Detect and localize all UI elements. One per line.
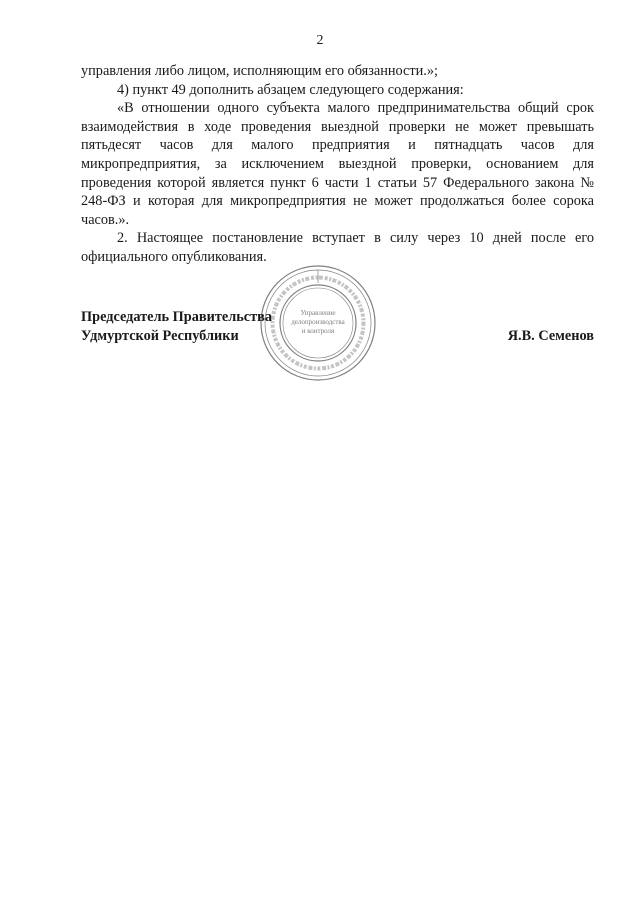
position-line-1: Председатель Правительства <box>81 309 273 325</box>
position-line-2: Удмуртской Республики <box>81 327 239 344</box>
paragraph-1: управления либо лицом, исполняющим его обязанности.»; <box>81 63 438 79</box>
paragraph-2: 4) пункт 49 дополнить абзацем следующего содержания: <box>117 81 464 98</box>
document-body <box>81 62 594 267</box>
paragraph-3: «В отношении одного субъекта малого предпринимательства общий срок взаимодействия в ходе проведения выездной проверки не может превышать пятьдесят часов для малого предприятия и пятнадцать часов для микропредприятия, за исключением выездной проверки, основанием для проведения которой является пункт 6 части 1 статьи 57 Федерального закона № 248-ФЗ и которая для микропредприятия не может продолжаться более сорока часов.». <box>81 100 594 228</box>
svg-text:делопроизводства: делопроизводства <box>291 318 345 326</box>
paragraph-4: 2. Настоящее постановление вступает в силу через 10 дней после его официального опубликования. <box>81 230 594 265</box>
svg-text:и контроля: и контроля <box>301 327 335 335</box>
official-seal-stamp <box>258 263 378 383</box>
signatory-name: Я.В. Семенов <box>507 327 594 344</box>
signatory-position <box>81 308 272 345</box>
page-number: 2 <box>316 33 324 48</box>
svg-text:Управление: Управление <box>300 309 336 317</box>
